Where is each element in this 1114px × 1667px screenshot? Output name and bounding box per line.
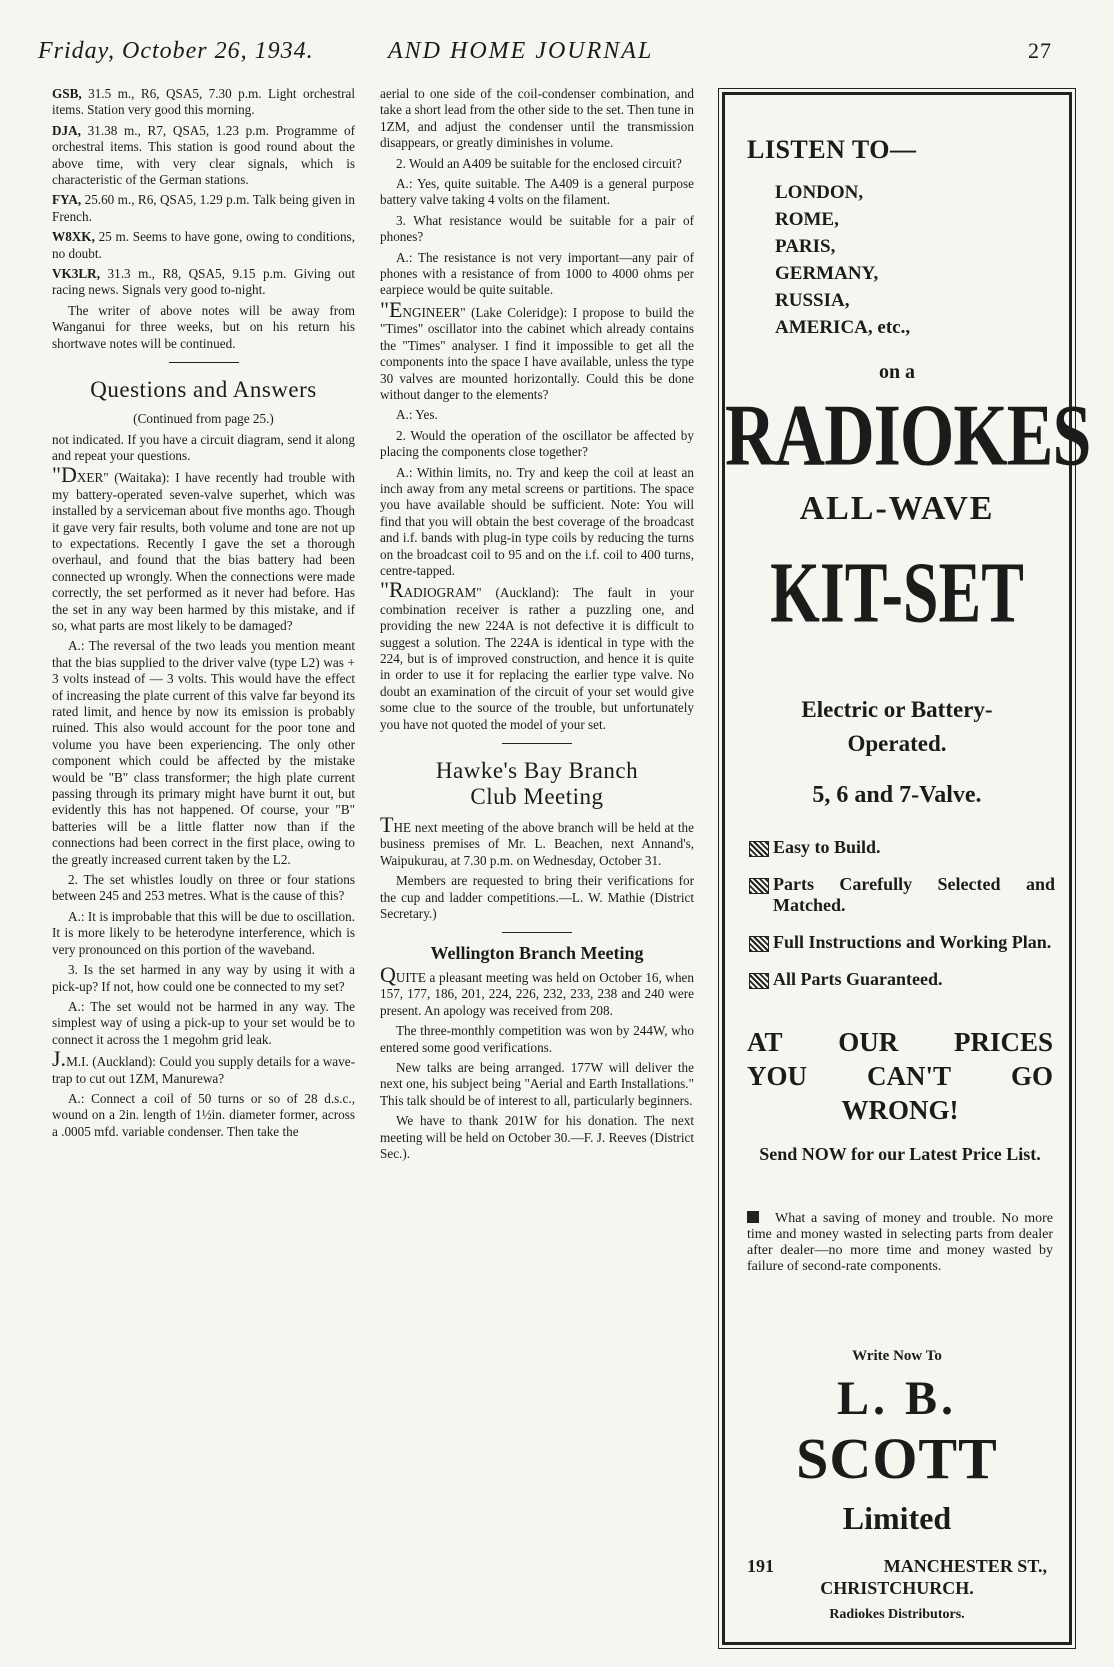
bullet-icon xyxy=(749,841,769,857)
ad-company-initials: L. B. xyxy=(836,1372,958,1425)
ad-distributors: Radiokes Distributors. xyxy=(829,1607,965,1622)
ad-city: AMERICA, etc., xyxy=(775,317,911,338)
engineer-text: NGINEER" (Lake Coleridge): I propose to build the "Times" oscillator into the cabinet which already contains the "Times" analyser. I find it impossible to get all the components into the space I have available, unless the type 30 valves are mounted horizontally. Could this be done without danger to the elements? xyxy=(380,304,694,402)
station-text: 25 m. Seems to have gone, owing to conditions, no doubt. xyxy=(52,229,355,261)
engineer-question xyxy=(380,296,694,403)
header-journal-title: AND HOME JOURNAL xyxy=(388,38,654,64)
hawkes-bay-heading-line2: Club Meeting xyxy=(470,784,604,810)
square-bullet-icon xyxy=(747,1211,759,1223)
ad-address-number: 191 xyxy=(747,1556,774,1576)
station-call: VK3LR, xyxy=(52,266,100,282)
hawkes-bay-text xyxy=(380,812,694,869)
dxer-text: XER" (Waitaka): I have recently had trouble with my battery-operated seven-valve superhet, which was installed by a serviceman about five months ago. Though it gave very fair results, both volume and tone are not up to expectations. Recently I gave the set a thorough overhaul, and found that the bias battery had been connected up wrongly. When the connections were made correctly, the set performed as it never had before. Has the set in any way been harmed by this mistake, and if so, what parts are most likely to be damaged? xyxy=(52,470,355,633)
ad-feature: All Parts Guaranteed. xyxy=(749,969,1055,990)
separator-rule xyxy=(502,932,572,933)
ad-city: RUSSIA, xyxy=(775,290,850,311)
bullet-icon xyxy=(749,936,769,952)
ad-power-type xyxy=(725,693,1069,761)
radiogram-question xyxy=(380,577,694,733)
jmi-question-2: 2. Would an A409 be suitable for the enclosed circuit? xyxy=(396,155,682,171)
drop-cap: "D xyxy=(52,462,77,488)
ad-on-a: on a xyxy=(878,361,916,383)
ad-city: GERMANY, xyxy=(775,263,879,284)
ad-brand-radiokes: RADIOKES xyxy=(725,388,1091,485)
ad-prices-slogan: AT OUR PRICES YOU CAN'T GO WRONG! xyxy=(747,1027,1053,1125)
wellington-text xyxy=(380,961,694,1019)
engineer-answer-1: A.: Yes. xyxy=(396,407,438,423)
hawkes-bay-heading-line1: Hawke's Bay Branch xyxy=(435,758,639,784)
station-text: 31.5 m., R6, QSA5, 7.30 p.m. Light orchestral items. Station very good this morning. xyxy=(52,86,355,118)
wellington-heading: Wellington Branch Meeting xyxy=(430,943,644,964)
dxer-answer-3: A.: The set would not be harmed in any way. The simplest way of using a pick-up to your set would be to connect it across the 1 megohm grid leak. xyxy=(52,998,355,1047)
dxer-question-3: 3. Is the set harmed in any way by using it with a pick-up? If not, how could one be connected to my set? xyxy=(52,962,355,994)
bullet-icon xyxy=(749,878,769,894)
engineer-question-2: 2. Would the operation of the oscillator be affected by placing the components close together? xyxy=(380,427,694,460)
dxer-answer-1: A.: The reversal of the two leads you mention meant that the bias supplied to the driver valve (type L2) was + 3 volts instead of — 3 volts. This would have the effect of increasing the plate current of this valve far beyond its rated limit, and hence by now its emission is probably ruined. This also would account for the poor tone and volume you have been experiencing. The only other component which could be affected by the mistake would be "B" class transformer; the high plate current passing through its primary might have burnt it out, but evidently this has not happened. Of course, your "B" batteries will be a little flatter now than if the connections had been correct in the first place, owing to the greatly increased current taken by the L2. xyxy=(52,638,355,867)
station-call: GSB, xyxy=(52,86,82,101)
qa-heading: Questions and Answers xyxy=(90,377,317,403)
station-entry xyxy=(52,86,355,119)
radiogram-text: ADIOGRAM" (Auckland): The fault in your combination receiver is rather a puzzling one, and providing the new 224A is not defective it is difficult to suggest a solution. The 224A is identical in type with the 224, but is of improved construction, and hence it is quite in order to use it for replacing the earlier type valve. No doubt an examination of the circuit of your set would give some clue to the source of the trouble, but unfortunately you have not quoted the model of your set. xyxy=(380,585,694,732)
column-left xyxy=(52,86,355,1144)
dxer-question xyxy=(52,462,355,634)
drop-cap: "E xyxy=(380,296,403,322)
ad-feature: Parts Carefully Selected and Matched. xyxy=(749,874,1055,916)
ad-send-now: Send NOW for our Latest Price List. xyxy=(759,1144,1041,1164)
jmi-answer-2: A.: Yes, quite suitable. The A409 is a general purpose battery valve taking 4 volts on the filament. xyxy=(380,176,694,208)
station-entry xyxy=(52,229,355,262)
ad-company-name: SCOTT xyxy=(796,1426,998,1491)
station-text: 31.38 m., R7, QSA5, 1.23 p.m. Programme of orchestral items. This station is good round about the above time, with very clear signals, which is characteristic of the German stations. xyxy=(52,122,355,188)
jmi-text: M.I. (Auckland): Could you supply details for a wave-trap to cut out 1ZM, Manurewa? xyxy=(52,1054,355,1086)
ad-kit-set: KIT-SET xyxy=(770,544,1024,641)
ad-power-line1: Electric or Battery- xyxy=(801,697,993,722)
ad-address xyxy=(725,1555,1069,1599)
continued-note: (Continued from page 25.) xyxy=(133,411,274,427)
separator-rule xyxy=(169,362,239,363)
ad-company-limited: Limited xyxy=(842,1500,952,1536)
station-entry xyxy=(52,192,355,225)
station-call: W8XK, xyxy=(52,229,95,245)
ad-valve-options: 5, 6 and 7-Valve. xyxy=(812,782,982,808)
ad-city-list xyxy=(775,179,910,341)
ad-write-now: Write Now To xyxy=(852,1348,942,1364)
jmi-question xyxy=(52,1046,355,1087)
header-page-number: 27 xyxy=(1028,38,1052,63)
ad-city: ROME, xyxy=(775,209,839,230)
jmi-answer-3: A.: The resistance is not very important—any pair of phones with a resistance of from 1000 to 4000 ohms per earpiece would be quite suitable. xyxy=(380,249,694,298)
drop-cap: J. xyxy=(52,1046,67,1072)
continued-text: not indicated. If you have a circuit diagram, send it along and repeat your questions. xyxy=(52,431,355,463)
wellington-body: UITE a pleasant meeting was held on October 16, when 157, 177, 186, 201, 224, 226, 232, 233, 238 and 240 were present. An apology was received from 208. xyxy=(380,969,694,1018)
header-date: Friday, October 26, 1934. xyxy=(38,38,314,64)
station-call: DJA, xyxy=(52,122,81,138)
wellington-text-4: We have to thank 201W for his donation. The next meeting will be held on October 30.—F. J. Reeves (District Sec.). xyxy=(380,1113,694,1161)
hawkes-bay-text-2: Members are requested to bring their verifications for the cup and ladder competitions.—L. W. Mathie (District Secretary.) xyxy=(380,873,694,922)
drop-cap: "R xyxy=(380,577,404,603)
dxer-answer-2: A.: It is improbable that this will be due to oscillation. It is more likely to be heterodyne interference, which is very pronounced on this portion of the waveband. xyxy=(52,908,355,957)
station-call: FYA, xyxy=(52,192,82,208)
hawkes-bay-heading xyxy=(380,758,694,810)
wellington-text-2: The three-monthly competition was won by 244W, who entered some good verifications. xyxy=(380,1023,694,1055)
ad-feature: Full Instructions and Working Plan. xyxy=(749,932,1055,953)
bullet-icon xyxy=(749,973,769,989)
jmi-question-3: 3. What resistance would be suitable for a pair of phones? xyxy=(380,212,694,245)
station-text: 25.60 m., R6, QSA5, 1.29 p.m. Talk being given in French. xyxy=(52,192,355,224)
station-entry xyxy=(52,266,355,299)
ad-city: LONDON, xyxy=(775,182,864,203)
ad-feature-list xyxy=(749,837,1055,1006)
ad-feature: Easy to Build. xyxy=(749,837,1055,858)
ad-saving-text: What a saving of money and trouble. No more time and money wasted in selecting parts from dealer after dealer—no more time and money wasted by failure of second-rate components. xyxy=(747,1211,1053,1274)
ad-city: PARIS, xyxy=(775,236,836,257)
drop-cap: Q xyxy=(380,961,396,987)
radiokes-advertisement xyxy=(722,92,1091,1645)
separator-rule xyxy=(502,743,572,744)
drop-cap: T xyxy=(380,812,394,838)
ad-power-line2: Operated. xyxy=(847,731,947,756)
engineer-answer-2: A.: Within limits, no. Try and keep the coil at least an inch away from any metal screens or partitions. The space you have available should be sufficient. Note: You will find that you will obtain the best coverage of the broadcast and i.f. bands with plug-in type coils by reducing the turns on the broadcast coil to 95 and on the i.f. coil to 400 turns, centre-tapped. xyxy=(380,464,694,578)
ad-listen-to: LISTEN TO— xyxy=(747,135,917,164)
hawkes-bay-body: HE next meeting of the above branch will be held at the business premises of Mr. L. Beachen, next Annand's, Waipukurau, at 7.30 p.m. on Wednesday, October 31. xyxy=(380,820,694,868)
dxer-question-2: 2. The set whistles loudly on three or four stations between 245 and 253 metres. What is the cause of this? xyxy=(52,872,355,904)
page-header xyxy=(38,38,1078,72)
column-middle xyxy=(380,86,694,1166)
station-entry xyxy=(52,123,355,189)
ad-all-wave: ALL-WAVE xyxy=(799,490,995,527)
ad-address-street: MANCHESTER ST., xyxy=(883,1556,1047,1576)
wellington-text-3: New talks are being arranged. 177W will deliver the next one, his subject being "Aerial and Earth Installations." This talk should be of interest to all, particularly beginners. xyxy=(380,1059,694,1108)
ad-address-city: CHRISTCHURCH. xyxy=(820,1578,974,1598)
jmi-answer: A.: Connect a coil of 50 turns or so of 28 d.s.c., wound on a 2in. length of 1½in. diameter former, across a .0005 mfd. variable condenser. Then take the xyxy=(52,1090,355,1139)
writer-note: The writer of above notes will be away from Wanganui for three weeks, but on his return his shortwave notes will be continued. xyxy=(52,302,355,351)
continued-answer: aerial to one side of the coil-condenser combination, and take a short lead from the other side to the set. Then tune in 1ZM, and adjust the condenser until the transmission disappears, or greatly diminishes in volume. xyxy=(380,86,694,151)
station-text: 31.3 m., R8, QSA5, 9.15 p.m. Giving out racing news. Signals very good to-night. xyxy=(52,266,355,298)
